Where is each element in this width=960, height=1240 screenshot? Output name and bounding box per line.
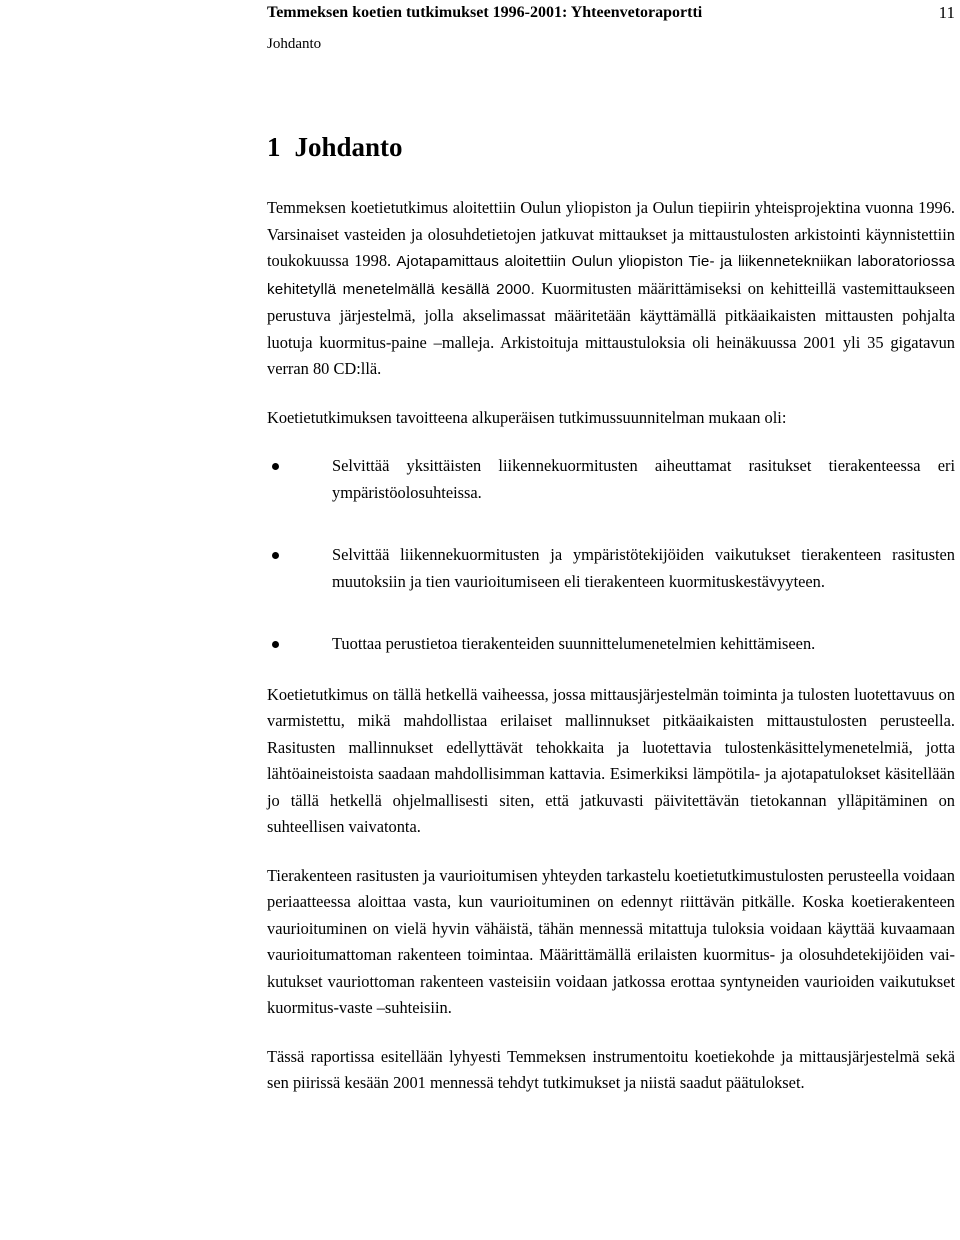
running-header [267, 3, 955, 52]
paragraph-intro-part2: Ajotapamittaus aloitettiin Oulun yliopiston Tie- ja liikennetekniikan laboratoriossa kehitetyllä menetelmällä kesällä 2000. [267, 253, 955, 298]
paragraph-intro [267, 195, 955, 383]
page-number: 11 [938, 3, 955, 22]
paragraph-intro-part1: Temmeksen koetietutkimus aloitettiin Oulun yliopiston ja Oulun tiepiirin yhteisprojektina vuonna 1996. Varsinaiset vasteiden ja olosuhdetietojen jatkuvat mittaukset ja mittaustulosten arkistointi käynnistettiin toukokuussa 1998. [267, 198, 955, 270]
paragraph-intro-part4: Arkistoituja mittaustuloksia oli heinäkuussa 2001 yli 35 gigatavun verran 80 CD:llä. [267, 332, 955, 378]
list-item-text: Tuottaa perustietoa tierakenteiden suunnittelumenetelmien kehittämiseen. [332, 634, 816, 653]
list-item [267, 631, 955, 658]
paragraph-goals-lead: Koetietutkimuksen tavoitteena alkuperäisen tutkimussuunnitelman mukaan oli: [267, 407, 787, 427]
paragraph-damage-analysis: Tierakenteen rasitusten ja vaurioitumisen yhteyden tarkastelu koetietutkimustulosten perusteella voidaan periaatteessa aloittaa vasta, kun vaurioituminen on edennyt riittävän pitkälle. Koska koetierakenteen vaurioituminen on vielä hyvin vähäistä, tähän mennessä mitattuja tuloksia voidaan käyttää kuvaamaan vaurioitumattoman rakenteen toimintaa. Määrittämällä erilaisten kuormitus- ja olosuhdetekijöiden vaikutukset vauriottoman rakenteen vasteisiin voidaan jatkossa erottaa syntyneiden vaurioiden vaikutukset kuormitus-vaste –suhteisiin. [267, 865, 955, 1017]
running-title: Temmeksen koetien tutkimukset 1996-2001: Yhteenvetoraportti [267, 4, 703, 21]
chapter-title: Johdanto [294, 132, 403, 162]
paragraph-report-scope: Tässä raportissa esitellään lyhyesti Temmeksen instrumentoitu koetiekohde ja mittausjärjestelmä sekä sen piirissä kesään 2001 mennessä tehdyt tutkimukset ja niistä saadut päätulokset. [267, 1046, 955, 1092]
bullet-icon [272, 552, 279, 559]
list-item [267, 453, 955, 506]
chapter-number: 1 [267, 132, 281, 162]
body-content [267, 195, 955, 1119]
chapter-heading [267, 130, 403, 164]
list-item [267, 542, 955, 595]
goals-list [267, 453, 955, 658]
running-section-name: Johdanto [267, 36, 322, 52]
paragraph-intro-part3: Kuormitusten määrittämiseksi on kehitteillä vastemittaukseen perustuva järjestelmä, jolla akselimassat määritetään käyttämällä pitkäaikaisten mittausten pohjalta luotuja kuormitus-paine –malleja. [267, 278, 955, 352]
list-item-text: Selvittää liikennekuormitusten ja ympäristötekijöiden vaikutukset tierakenteen rasitusten muutoksiin ja tien vaurioitumiseen eli tierakenteen kuormituskestävyyteen. [332, 545, 955, 591]
bullet-icon [272, 641, 279, 648]
paragraph-current-stage: Koetietutkimus on tällä hetkellä vaiheessa, jossa mittausjärjestelmän toiminta ja tulosten luotettavuus on varmistettu, mikä mahdollistaa erilaiset mallinnukset pitkäaikaisten mittaustulosten perusteella. Rasitusten mallinnukset edellyttävät tehokkaita ja luotettavia tulostenkäsittelymenetelmiä, jotta lähtöaineistoista saadaan mahdollisimman kattavia. Esimerkiksi lämpötila- ja ajotapatulokset käsitellään jo tällä hetkellä ohjelmallisesti siten, että jatkuvasti päivitettävän tietokannan ylläpitäminen on suhteellisen vaivatonta. [267, 684, 955, 836]
list-item-text: Selvittää yksittäisten liikennekuormitusten aiheuttamat rasitukset tierakenteessa eri ympäristöolosuhteissa. [332, 456, 955, 502]
bullet-icon [272, 463, 279, 470]
